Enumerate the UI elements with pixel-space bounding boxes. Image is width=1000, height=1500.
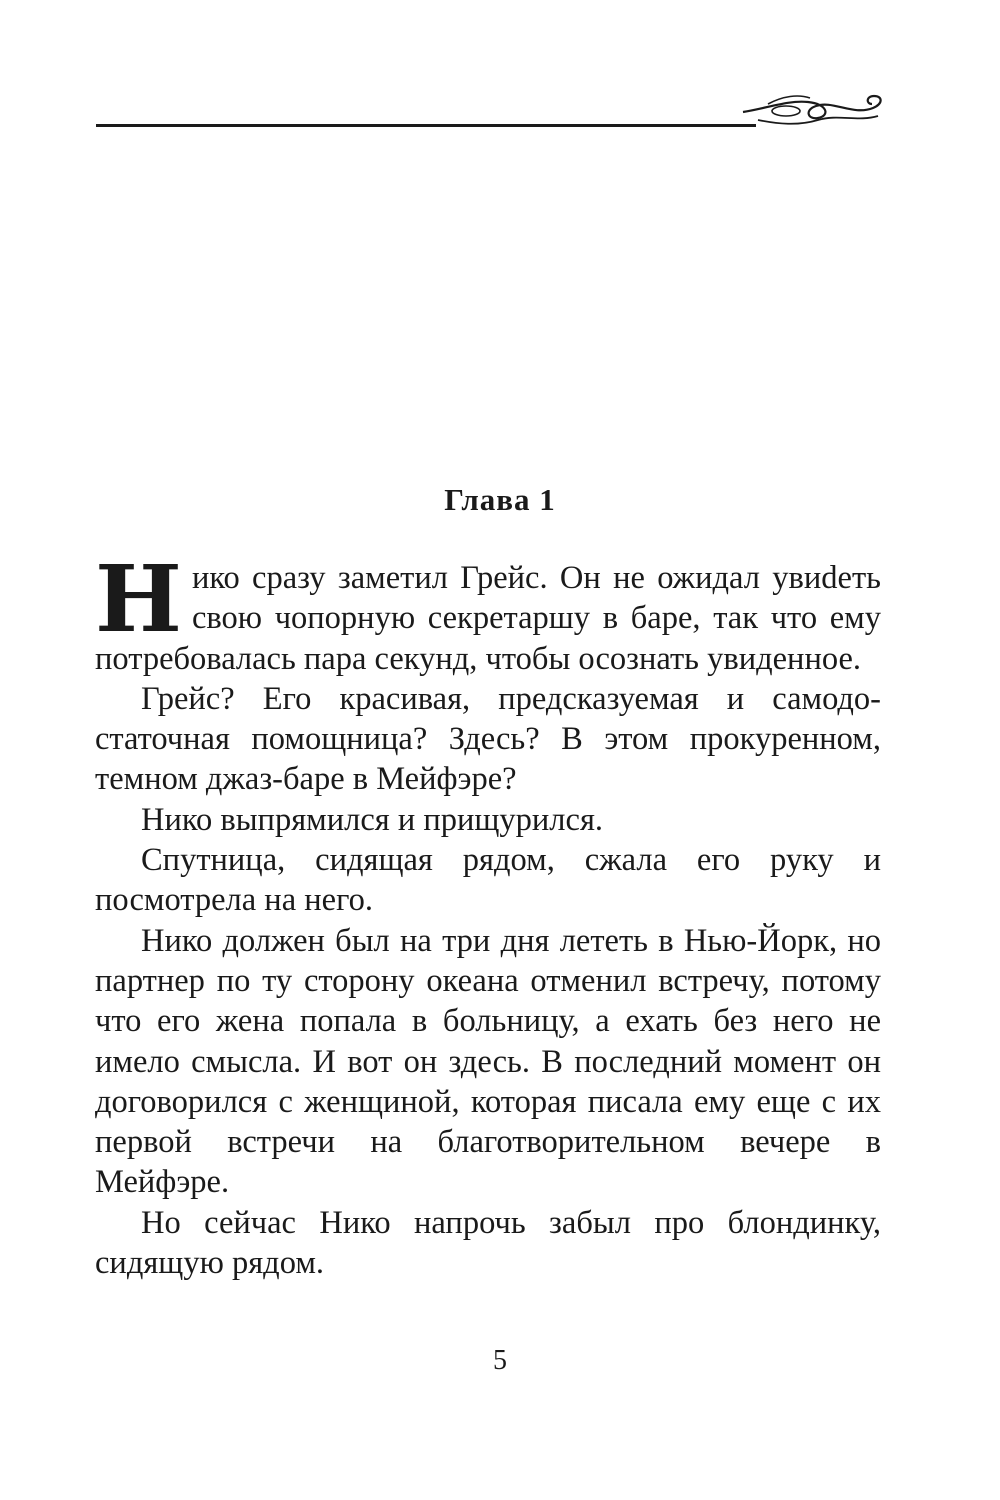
paragraph: Спутница, сидящая рядом, сжала его руку и посмотрела на него. — [95, 842, 881, 919]
chapter-title: Глава 1 — [444, 482, 556, 517]
paragraph: Нико выпрямился и прищурился. — [141, 801, 604, 838]
page-number: 5 — [493, 1345, 507, 1376]
paragraph — [95, 545, 881, 679]
drop-cap: Н — [95, 545, 182, 653]
body-text — [95, 545, 881, 1283]
paragraph: Нико должен был на три дня лететь в Нью-Йорк, но партнер по ту сторону океана отменил встречу, потому что его жена попала в больницу, а ехать без него не имело смысла. И вот он здесь. В последний момент он договорился с женщиной, которая писала ему еще с их первой встречи на благотворительном вечере в Мейфэре. — [95, 922, 881, 1201]
ornament-flourish-icon — [738, 86, 888, 136]
paragraph: Грейс? Его красивая, предсказуемая и самодостаточная помощница? Здесь? В этом прокуренном, темном джаз-баре в Мейфэре? — [95, 680, 881, 798]
paragraph-text: ико сразу заметил Грейс. Он не ожидал увиdеть свою чопорную секретаршу в баре, так что ему потребовалась пара секунд, чтобы осознать увиденное. — [95, 560, 881, 677]
header-rule — [96, 124, 756, 127]
paragraph: Но сейчас Нико напрочь забыл про блондинку, сидящую рядом. — [95, 1204, 881, 1282]
